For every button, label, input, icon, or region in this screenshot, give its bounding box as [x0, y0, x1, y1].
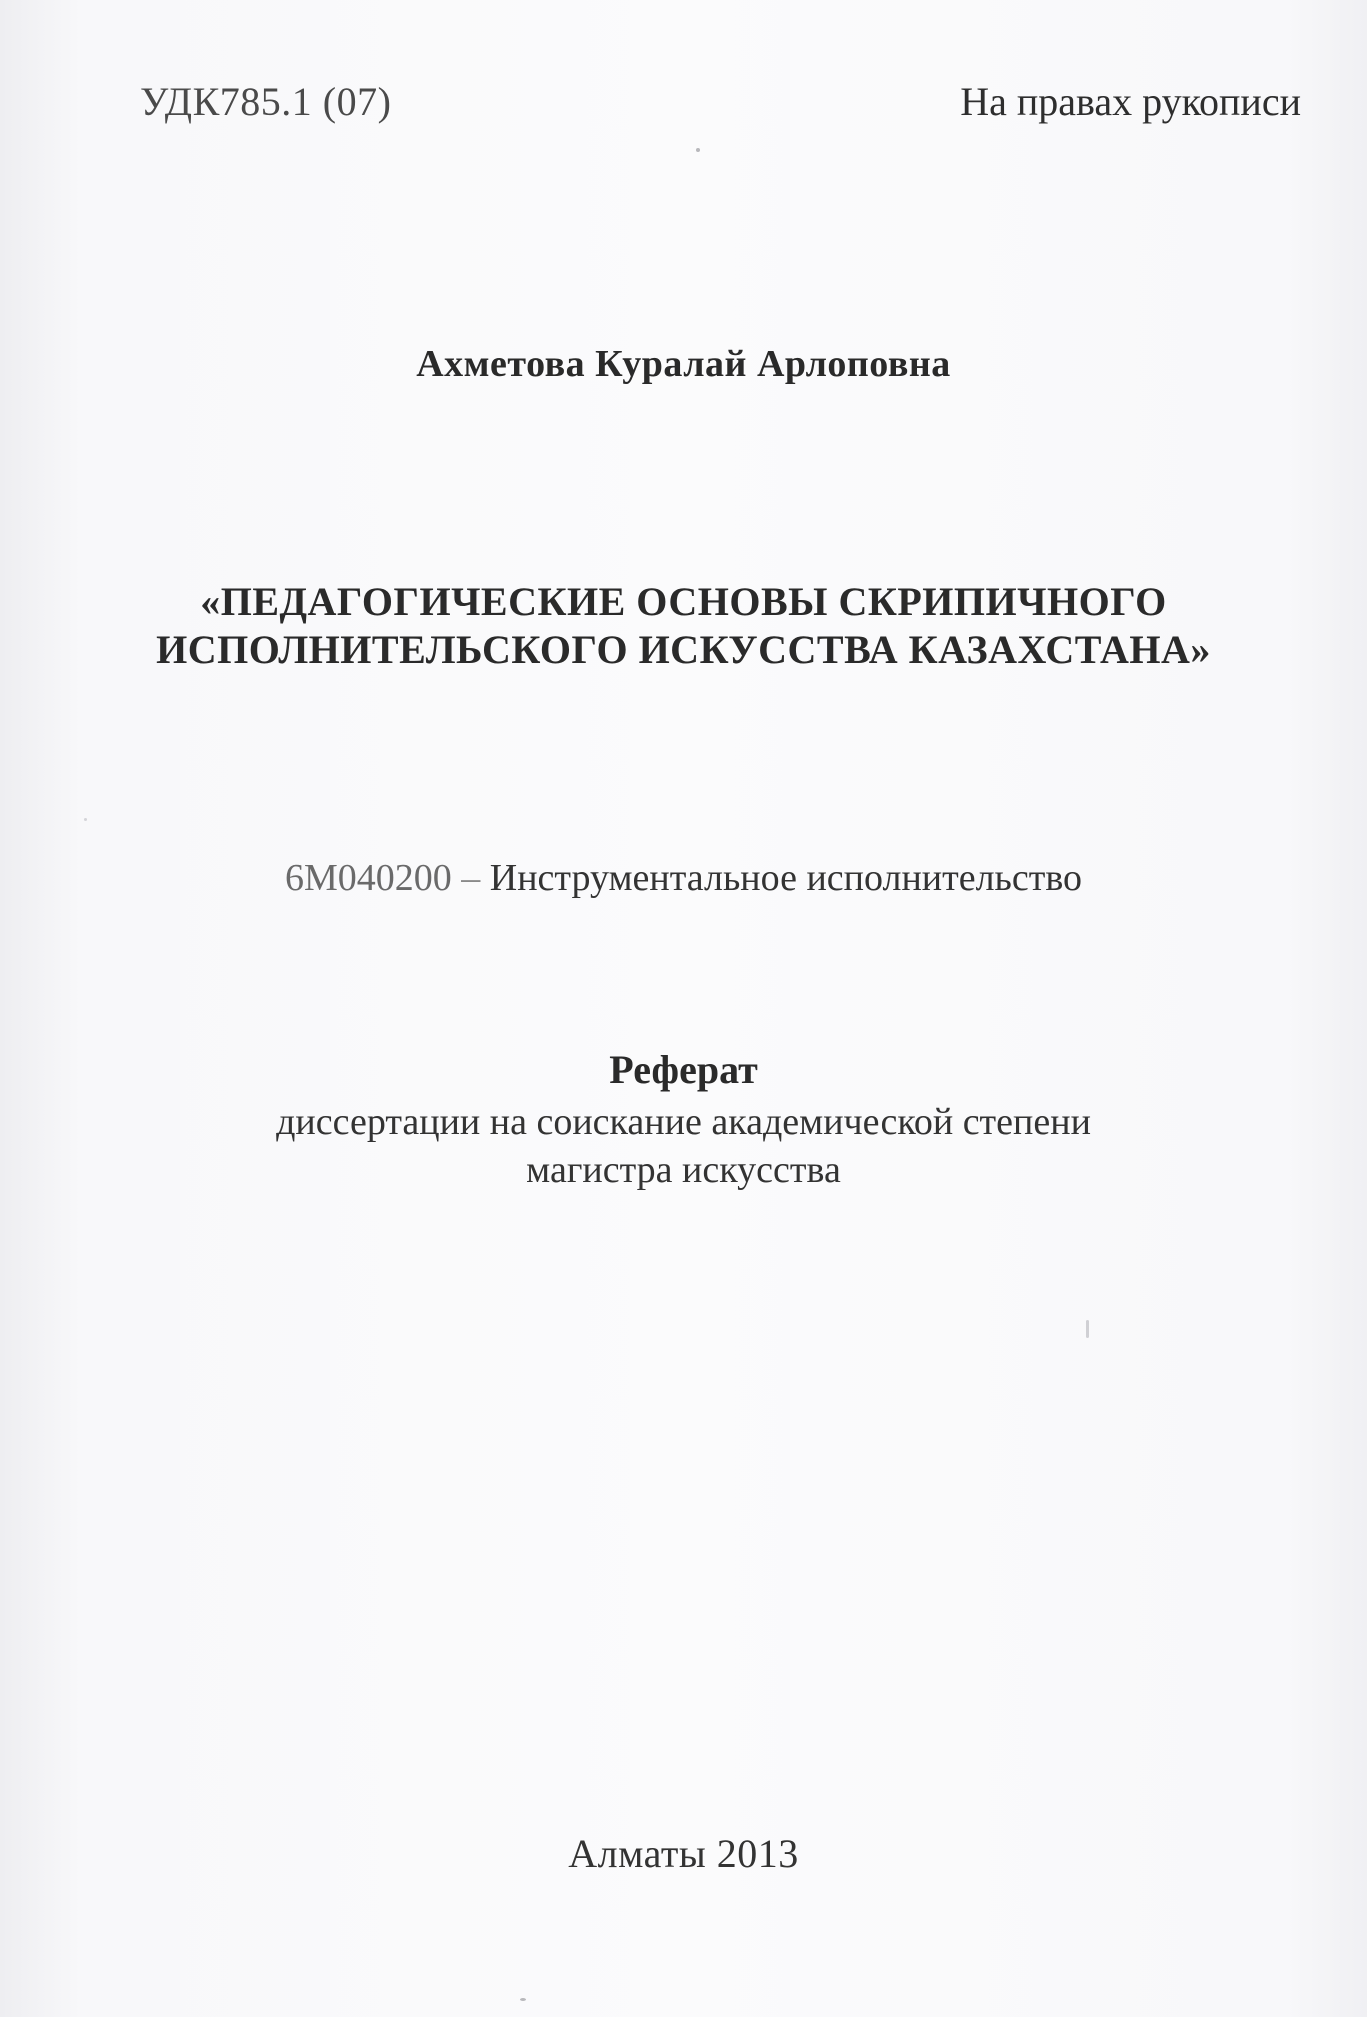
abstract-description — [0, 1098, 1367, 1194]
scan-speck — [696, 148, 700, 152]
scan-speck — [520, 1998, 526, 2001]
scan-speck — [84, 818, 87, 821]
title-line-2: ИСПОЛНИТЕЛЬСКОГО ИСКУССТВА КАЗАХСТАНА» — [156, 627, 1211, 672]
dissertation-title — [0, 578, 1367, 674]
abstract-line-2: магистра искусства — [526, 1149, 841, 1191]
specialty-name: Инструментальное исполнительство — [489, 857, 1083, 899]
specialty-dash: – — [461, 857, 481, 899]
author-name: Ахметова Куралай Арлоповна — [416, 343, 951, 385]
abstract-line-1: диссертации на соискание академической степени — [276, 1101, 1091, 1143]
specialty — [0, 856, 1367, 900]
scan-speck — [1086, 1320, 1089, 1338]
abstract-heading: Реферат — [609, 1047, 758, 1092]
specialty-code: 6М040200 — [284, 857, 452, 899]
title-line-1: «ПЕДАГОГИЧЕСКИЕ ОСНОВЫ СКРИПИЧНОГО — [200, 579, 1167, 624]
udk-code: УДК785.1 (07) — [140, 79, 392, 124]
city-year: Алматы 2013 — [568, 1831, 799, 1876]
manuscript-rights-note: На правах рукописи — [960, 79, 1301, 124]
